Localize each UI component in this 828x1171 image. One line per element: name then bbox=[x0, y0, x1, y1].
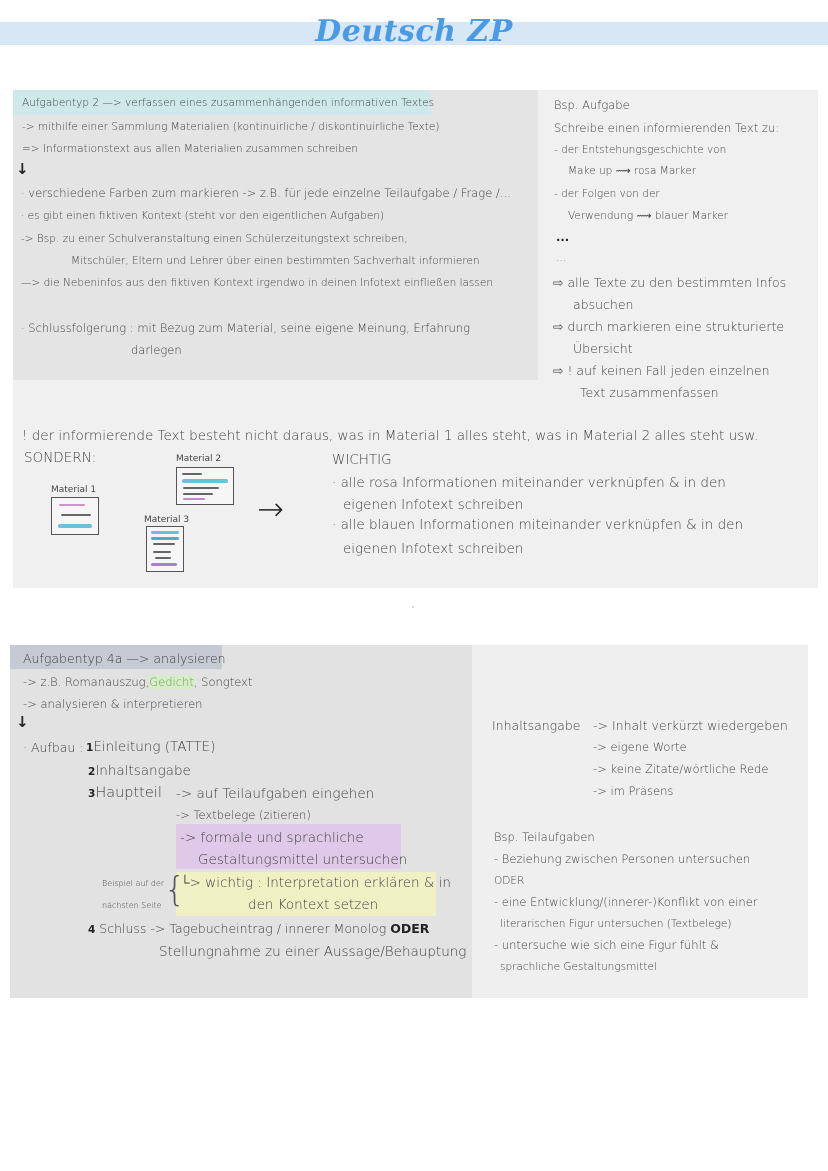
page-title: Deutsch ZP bbox=[315, 14, 513, 49]
ellipsis: ... bbox=[556, 252, 567, 264]
hauptteil-point: -> formale und sprachliche bbox=[180, 830, 364, 846]
section-aufgabentyp-4a bbox=[10, 645, 808, 998]
blue-marker-line bbox=[151, 537, 179, 540]
section1-line: => Informationstext aus allen Materialien zusammen schreiben bbox=[22, 143, 359, 155]
teilaufgaben-item: literarischen Figur untersuchen (Textbelege) bbox=[500, 918, 732, 930]
teilaufgaben-item: ODER bbox=[494, 875, 525, 887]
material-1-sketch bbox=[51, 497, 99, 535]
inhaltsangabe-point: -> im Präsens bbox=[593, 784, 674, 798]
example-title: Bsp. Aufgabe bbox=[554, 98, 630, 112]
examples-prefix: -> z.B. Romanauszug, bbox=[23, 675, 150, 689]
warning-text: ! der informierende Text besteht nicht daraus, was in Material 1 alles steht, was in Material 2 alles steht usw. bbox=[22, 428, 759, 444]
material-label: Material 2 bbox=[176, 454, 222, 464]
important-point: eigenen Infotext schreiben bbox=[343, 541, 524, 557]
material-label: Material 3 bbox=[144, 515, 190, 525]
hauptteil-point: -> auf Teilaufgaben eingehen bbox=[176, 786, 375, 802]
divider-dot bbox=[412, 606, 414, 608]
important-point: eigenen Infotext schreiben bbox=[343, 497, 524, 513]
blue-marker-line bbox=[182, 479, 228, 483]
teilaufgaben-item: sprachliche Gestaltungsmittel bbox=[500, 961, 657, 973]
text-line bbox=[182, 473, 202, 475]
bullet-item: —> die Nebeninfos aus den fiktiven Kontext irgendwo in deinen Infotext einfließen lassen bbox=[21, 277, 493, 289]
hauptteil-point: Gestaltungsmittel untersuchen bbox=[198, 852, 408, 868]
example-item: Make up ⟿ rosa Marker bbox=[568, 165, 697, 177]
text-line bbox=[183, 493, 213, 495]
hauptteil-point: └> wichtig : Interpretation erklären & in bbox=[180, 875, 451, 891]
arrow-right-icon: → bbox=[257, 490, 284, 528]
step-item: Text zusammenfassen bbox=[580, 385, 719, 400]
section2-heading: Aufgabentyp 4a —> analysieren bbox=[23, 651, 226, 666]
sondern-label: SONDERN: bbox=[24, 450, 97, 466]
hauptteil-point: -> Textbelege (zitieren) bbox=[176, 808, 311, 822]
section2-notes-panel bbox=[10, 645, 472, 998]
down-arrow-icon: ↓ bbox=[16, 713, 29, 731]
structure-item-4: 4 Schluss -> Tagebucheintrag / innerer Monolog ODER bbox=[88, 921, 430, 936]
inhaltsangabe-label: Inhaltsangabe bbox=[492, 718, 581, 733]
ellipsis: ... bbox=[556, 230, 570, 244]
bullet-item: · verschiedene Farben zum markieren -> z.B. für jede einzelne Teilaufgabe / Frage /... bbox=[21, 186, 511, 200]
example-prompt: Schreibe einen informierenden Text zu: bbox=[554, 121, 780, 135]
text-line bbox=[153, 543, 175, 545]
text-line bbox=[61, 514, 91, 516]
material-2-sketch bbox=[176, 467, 234, 505]
important-point: · alle blauen Informationen miteinander verknüpfen & in den bbox=[332, 517, 744, 533]
step-item: ⇨ durch markieren eine strukturierte bbox=[553, 319, 785, 334]
material-3-sketch bbox=[146, 526, 184, 572]
structure-item-2: 2Inhaltsangabe bbox=[88, 763, 191, 779]
gedicht-highlight: Gedicht bbox=[149, 675, 194, 689]
hauptteil-point: den Kontext setzen bbox=[248, 897, 379, 913]
step-item: Übersicht bbox=[573, 341, 633, 356]
conclusion-line: · Schlussfolgerung : mit Bezug zum Material, seine eigene Meinung, Erfahrung bbox=[21, 321, 470, 335]
text-line bbox=[183, 487, 219, 489]
brace-icon: { bbox=[164, 870, 186, 910]
conclusion-line: darlegen bbox=[131, 343, 182, 357]
down-arrow-icon: ↓ bbox=[16, 160, 29, 178]
side-note: nächsten Seite bbox=[102, 901, 162, 910]
structure-label: · Aufbau : bbox=[23, 740, 84, 755]
example-item: - der Entstehungsgeschichte von bbox=[554, 144, 727, 156]
text-line bbox=[155, 557, 171, 559]
structure-item-1: 1Einleitung (TATTE) bbox=[86, 739, 216, 755]
bullet-item: -> Bsp. zu einer Schulveranstaltung einen Schülerzeitungstext schreiben, bbox=[21, 233, 408, 245]
teilaufgaben-item: - eine Entwicklung/(innerer-)Konflikt von einer bbox=[494, 895, 758, 909]
side-note: Beispiel auf der bbox=[102, 879, 165, 888]
section-aufgabentyp-2 bbox=[13, 90, 818, 588]
pink-marker-line bbox=[59, 504, 85, 506]
teilaufgaben-item: - Beziehung zwischen Personen untersuchen bbox=[494, 852, 751, 866]
blue-marker-line bbox=[151, 531, 179, 534]
text-line bbox=[153, 551, 171, 553]
bullet-item: Mitschüler, Eltern und Lehrer über einen bestimmten Sachverhalt informieren bbox=[71, 255, 480, 267]
important-point: · alle rosa Informationen miteinander verknüpfen & in den bbox=[332, 475, 726, 491]
teilaufgaben-title: Bsp. Teilaufgaben bbox=[494, 830, 595, 844]
structure-item-3: 3Hauptteil bbox=[88, 785, 162, 801]
blue-marker-line bbox=[58, 524, 92, 528]
inhaltsangabe-point: -> Inhalt verkürzt wiedergeben bbox=[593, 718, 788, 733]
pink-marker-line bbox=[151, 563, 177, 566]
step-item: absuchen bbox=[573, 297, 634, 312]
examples-suffix: , Songtext bbox=[193, 675, 253, 689]
schluss-line: Stellungnahme zu einer Aussage/Behauptung bbox=[159, 944, 467, 960]
bullet-item: · es gibt einen fiktiven Kontext (steht vor den eigentlichen Aufgaben) bbox=[21, 210, 385, 222]
step-item: ⇨ alle Texte zu den bestimmten Infos bbox=[553, 275, 787, 290]
example-item: - der Folgen von der bbox=[554, 188, 660, 200]
material-label: Material 1 bbox=[51, 485, 97, 495]
section1-heading: Aufgabentyp 2 —> verfassen eines zusammenhängenden informativen Textes bbox=[22, 97, 435, 109]
section2-line: -> analysieren & interpretieren bbox=[23, 697, 203, 711]
inhaltsangabe-point: -> keine Zitate/wörtliche Rede bbox=[593, 762, 769, 776]
section1-line: -> mithilfe einer Sammlung Materialien (kontinuirliche / diskontinuirliche Texte) bbox=[22, 121, 440, 133]
teilaufgaben-item: - untersuche wie sich eine Figur fühlt & bbox=[494, 938, 719, 952]
pink-marker-line bbox=[183, 498, 205, 500]
inhaltsangabe-point: -> eigene Worte bbox=[593, 740, 687, 754]
section1-notes-panel bbox=[13, 90, 538, 380]
examples-line bbox=[23, 675, 252, 689]
important-title: WICHTIG bbox=[332, 452, 392, 468]
step-item: ⇨ ! auf keinen Fall jeden einzelnen bbox=[553, 363, 770, 378]
example-item: Verwendung ⟿ blauer Marker bbox=[568, 210, 728, 222]
